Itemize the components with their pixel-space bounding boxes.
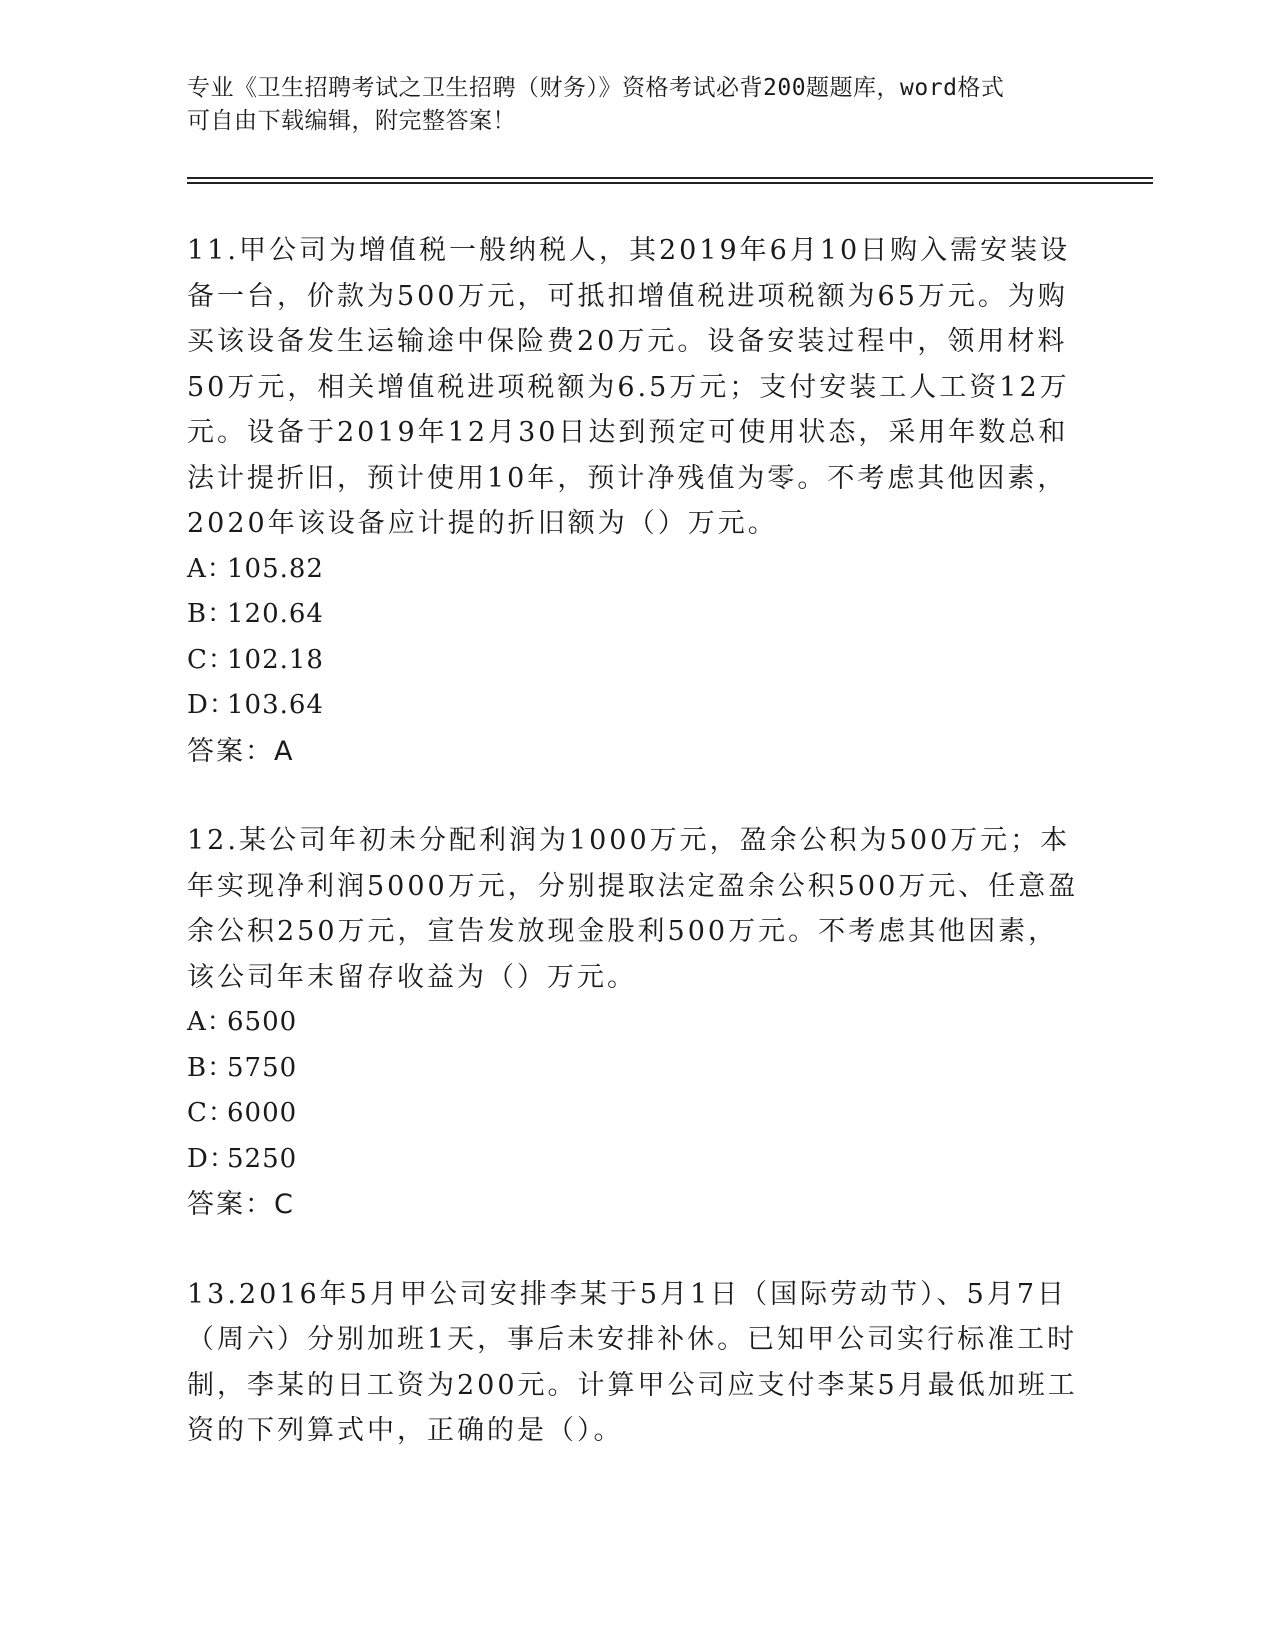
option-label: C： <box>187 1098 235 1128</box>
option-b <box>187 1046 1087 1092</box>
question-13 <box>187 1272 1087 1454</box>
option-label: D： <box>187 690 236 720</box>
question-list <box>187 228 1087 1498</box>
option-label: A： <box>187 1007 234 1037</box>
question-text: 13.2016年5月甲公司安排李某于5月1日（国际劳动节）、5月7日（周六）分别加班1天，事后未安排补休。已知甲公司实行标准工时制，李某的日工资为200元。计算甲公司应支付李某5月最低加班工资的下列算式中，正确的是（）。 <box>187 1278 1078 1446</box>
option-c <box>187 638 1087 684</box>
option-a <box>187 547 1087 593</box>
question-12 <box>187 818 1087 1228</box>
option-a <box>187 1000 1087 1046</box>
option-value: 103.64 <box>227 690 324 720</box>
option-value: 120.64 <box>227 599 324 629</box>
question-text: 11.甲公司为增值税一般纳税人，其2019年6月10日购入需安装设备一台，价款为500万元，可抵扣增值税进项税额为65万元。为购买该设备发生运输途中保险费20万元。设备安装过程中，领用材料50万元，相关增值税进项税额为6.5万元；支付安装工人工资12万元。设备于2019年12月30日达到预定可使用状态，采用年数总和法计提折旧，预计使用10年，预计净残值为零。不考虑其他因素，2020年该设备应计提的折旧额为（）万元。 <box>187 235 1071 539</box>
answer-line: 答案：A <box>187 735 295 767</box>
option-value: 105.82 <box>227 553 324 584</box>
option-d <box>187 683 1087 729</box>
option-c <box>187 1091 1087 1137</box>
option-label: A： <box>187 553 234 584</box>
header-divider-top <box>187 177 1153 179</box>
option-value: 6000 <box>227 1098 298 1128</box>
document-header <box>187 72 1067 138</box>
question-11 <box>187 228 1087 774</box>
question-text: 12.某公司年初未分配利润为1000万元，盈余公积为500万元；本年实现净利润5000万元，分别提取法定盈余公积500万元、任意盈余公积250万元，宣告发放现金股利500万元。不考虑其他因素，该公司年末留存收益为（）万元。 <box>187 825 1079 993</box>
answer-line: 答案：C <box>187 1189 295 1220</box>
option-d <box>187 1137 1087 1183</box>
option-value: 6500 <box>227 1007 298 1037</box>
option-label: B： <box>187 599 235 629</box>
option-label: C： <box>187 644 235 675</box>
option-b <box>187 592 1087 638</box>
option-value: 5250 <box>227 1143 298 1174</box>
option-label: D： <box>187 1143 236 1174</box>
header-divider-bottom <box>187 182 1153 184</box>
option-label: B： <box>187 1052 235 1083</box>
option-value: 102.18 <box>227 644 324 675</box>
header-line-2: 可自由下载编辑，附完整答案！ <box>187 108 516 134</box>
option-value: 5750 <box>227 1052 298 1083</box>
header-line-1: 专业《卫生招聘考试之卫生招聘（财务）》资格考试必背200题题库，word格式 <box>187 75 1005 101</box>
